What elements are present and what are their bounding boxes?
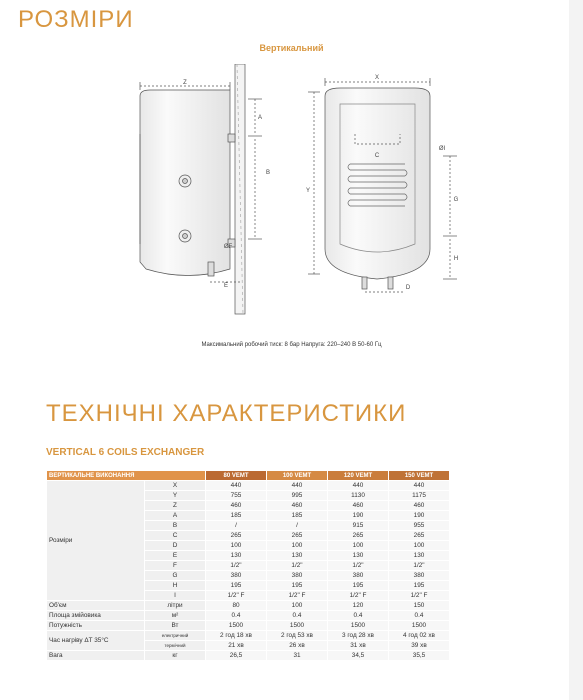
heat-unit-thermal: термічний (145, 641, 206, 651)
table-cell: 130 (389, 551, 450, 561)
table-cell: 34,5 (328, 651, 389, 661)
table-cell: 35,5 (389, 651, 450, 661)
table-cell: / (206, 521, 267, 531)
table-cell: 26 хв (267, 641, 328, 651)
section-subtitle: Вертикальний (259, 43, 324, 53)
table-cell: 26,5 (206, 651, 267, 661)
label-y: Y (305, 188, 311, 194)
front-view-tank (325, 88, 430, 279)
size-group-label: Розміри (47, 481, 145, 601)
dimension-drawing (100, 64, 480, 332)
spec-table-body (47, 481, 450, 661)
dimension-key: B (145, 521, 206, 531)
table-cell: 460 (206, 501, 267, 511)
table-cell: 39 хв (389, 641, 450, 651)
label-h: H (453, 256, 459, 262)
table-cell: 460 (267, 501, 328, 511)
header-model-80: 80 VEMT (206, 471, 267, 481)
table-cell: 0.4 (389, 611, 450, 621)
dimension-key: H (145, 581, 206, 591)
tech-title: ТЕХНІЧНІ ХАРАКТЕРИСТИКИ (46, 400, 407, 427)
table-cell: 265 (206, 531, 267, 541)
table-cell: 265 (328, 531, 389, 541)
table-cell: 80 (206, 601, 267, 611)
table-cell: 3 год 28 хв (328, 631, 389, 641)
table-cell: 1130 (328, 491, 389, 501)
table-cell: 195 (267, 581, 328, 591)
dimension-key: D (145, 541, 206, 551)
table-cell: 100 (206, 541, 267, 551)
table-cell: 2 год 53 хв (267, 631, 328, 641)
dimension-key: I (145, 591, 206, 601)
dimension-key: E (145, 551, 206, 561)
header-model-120: 120 VEMT (328, 471, 389, 481)
table-cell: 31 (267, 651, 328, 661)
table-row (47, 481, 450, 491)
wall (235, 64, 245, 314)
label-b: B (265, 170, 271, 176)
label-f: ØF (223, 244, 233, 250)
table-cell: 31 хв (328, 641, 389, 651)
table-cell: 1500 (267, 621, 328, 631)
table-cell: 915 (328, 521, 389, 531)
table-cell: 1500 (206, 621, 267, 631)
table-cell: 755 (206, 491, 267, 501)
table-cell: 995 (267, 491, 328, 501)
table-cell: 130 (328, 551, 389, 561)
table-cell: 185 (267, 511, 328, 521)
label-c: C (374, 153, 380, 159)
table-cell: 0.4 (328, 611, 389, 621)
table-row (47, 631, 450, 641)
spec-table (46, 470, 450, 661)
table-cell: 265 (267, 531, 328, 541)
table-cell: 1500 (328, 621, 389, 631)
table-cell: 1/2" (328, 561, 389, 571)
label-a: A (257, 115, 263, 121)
row-label: Площа змійовика (47, 611, 145, 621)
row-unit: Вт (145, 621, 206, 631)
table-cell: 1/2" F (328, 591, 389, 601)
table-cell: 1/2" (389, 561, 450, 571)
table-cell: 21 хв (206, 641, 267, 651)
table-cell: 2 год 18 хв (206, 631, 267, 641)
table-cell: 1/2" F (267, 591, 328, 601)
model-title: VERTICAL 6 COILS EXCHANGER (46, 447, 205, 458)
table-cell: 460 (389, 501, 450, 511)
row-label: Потужність (47, 621, 145, 631)
table-cell: 195 (206, 581, 267, 591)
table-cell: 440 (267, 481, 328, 491)
table-row (47, 601, 450, 611)
dimension-key: Y (145, 491, 206, 501)
table-cell: 0.4 (267, 611, 328, 621)
table-cell: 380 (206, 571, 267, 581)
label-i: ØI (438, 146, 446, 152)
heat-time-label: Час нагріву ΔT 35°C (47, 631, 145, 651)
table-cell: 195 (328, 581, 389, 591)
table-cell: 1175 (389, 491, 450, 501)
table-cell: 1/2" (267, 561, 328, 571)
label-z: Z (183, 80, 187, 86)
table-cell: 380 (328, 571, 389, 581)
table-cell: 380 (267, 571, 328, 581)
dimension-key: Z (145, 501, 206, 511)
spec-table-header (47, 471, 450, 481)
dimension-key: A (145, 511, 206, 521)
table-row (47, 651, 450, 661)
specs-caption: Максимальний робочий тиск: 8 бар Напруга: 220–240 В 50-60 Гц (201, 342, 382, 348)
table-cell: 0.4 (206, 611, 267, 621)
table-cell: 190 (328, 511, 389, 521)
row-unit: літри (145, 601, 206, 611)
table-cell: 120 (328, 601, 389, 611)
table-cell: 440 (206, 481, 267, 491)
label-x: X (374, 75, 380, 81)
heat-unit-electric: електричний (145, 631, 206, 641)
page-edge (569, 0, 583, 700)
row-label: Об'єм (47, 601, 145, 611)
table-cell: 190 (389, 511, 450, 521)
label-g: G (453, 197, 459, 203)
table-cell: 380 (389, 571, 450, 581)
table-cell: / (267, 521, 328, 531)
table-cell: 265 (389, 531, 450, 541)
page-title: РОЗМІРИ (18, 6, 134, 33)
table-cell: 130 (206, 551, 267, 561)
table-cell: 195 (389, 581, 450, 591)
table-cell: 130 (267, 551, 328, 561)
label-e: E (223, 283, 229, 289)
table-cell: 440 (328, 481, 389, 491)
table-cell: 100 (267, 541, 328, 551)
table-cell: 185 (206, 511, 267, 521)
table-cell: 955 (389, 521, 450, 531)
dimension-key: X (145, 481, 206, 491)
header-model-100: 100 VEMT (267, 471, 328, 481)
table-cell: 1/2" F (206, 591, 267, 601)
label-d: D (405, 285, 411, 291)
table-cell: 1/2" (206, 561, 267, 571)
table-cell: 100 (267, 601, 328, 611)
dimension-key: G (145, 571, 206, 581)
table-cell: 150 (389, 601, 450, 611)
table-cell: 4 год 02 хв (389, 631, 450, 641)
weight-unit: кг (145, 651, 206, 661)
dimension-key: C (145, 531, 206, 541)
dimension-key: F (145, 561, 206, 571)
weight-label: Вага (47, 651, 145, 661)
table-cell: 440 (389, 481, 450, 491)
header-orientation: ВЕРТИКАЛЬНЕ ВИКОНАННЯ (47, 471, 206, 481)
table-cell: 460 (328, 501, 389, 511)
table-cell: 100 (389, 541, 450, 551)
table-row (47, 611, 450, 621)
table-cell: 1/2" F (389, 591, 450, 601)
table-cell: 1500 (389, 621, 450, 631)
table-row (47, 621, 450, 631)
row-unit: м² (145, 611, 206, 621)
table-cell: 100 (328, 541, 389, 551)
header-model-150: 150 VEMT (389, 471, 450, 481)
